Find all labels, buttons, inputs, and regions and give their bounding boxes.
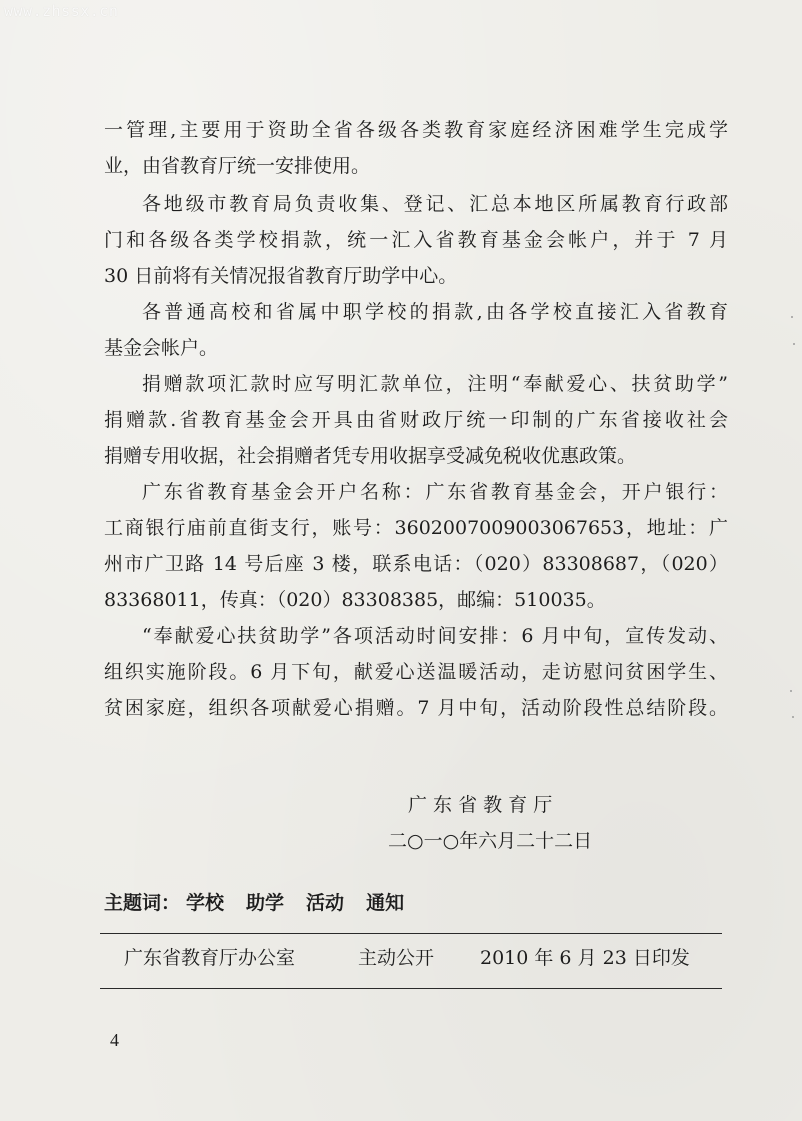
- body-line: 各普通高校和省属中职学校的捐款,由各学校直接汇入省教育: [142, 301, 728, 323]
- footer-rule-top: [100, 933, 722, 934]
- footer-rule-bottom: [100, 988, 722, 989]
- body-line: 门和各级各类学校捐款，统一汇入省教育基金会帐户，并于 7 月: [104, 229, 728, 251]
- body-line: 基金会帐户。: [104, 337, 219, 359]
- issue-date: 2010 年 6 月 23 日印发: [480, 947, 690, 969]
- body-line: 各地级市教育局负责收集、登记、汇总本地区所属教育行政部: [142, 193, 728, 215]
- body-line: 组织实施阶段。6 月下旬，献爱心送温暖活动，走访慰问贫困学生、: [104, 661, 728, 683]
- body-line: 捐赠款.省教育基金会开具由省财政厅统一印制的广东省接收社会: [104, 409, 728, 431]
- body-line: 捐赠专用收据，社会捐赠者凭专用收据享受减免税收优惠政策。: [104, 445, 637, 467]
- issuing-office: 广东省教育厅办公室: [124, 947, 296, 969]
- keyword: 活动: [306, 892, 345, 914]
- body-line: 83368011，传真：（020）83308385，邮编：510035。: [104, 589, 606, 611]
- body-line: 一管理,主要用于资助全省各级各类教育家庭经济困难学生完成学: [104, 119, 728, 141]
- body-line: 业，由省教育厅统一安排使用。: [104, 155, 371, 177]
- body-line: 30 日前将有关情况报省教育厅助学中心。: [104, 265, 458, 287]
- keyword: 学校: [186, 892, 225, 914]
- body-line: 广东省教育基金会开户名称：广东省教育基金会，开户银行：: [142, 481, 728, 503]
- disclosure-type: 主动公开: [358, 947, 435, 969]
- body-line: 捐赠款项汇款时应写明汇款单位，注明“奉献爱心、扶贫助学”: [142, 373, 728, 395]
- body-line: “奉献爱心扶贫助学”各项活动时间安排：6 月中旬，宣传发动、: [142, 625, 728, 647]
- body-line: 工商银行庙前直街支行，账号：3602007009003067653，地址：广: [104, 517, 728, 539]
- scan-speck: [790, 690, 792, 692]
- scan-speck: [793, 343, 795, 345]
- subject-keywords: [104, 890, 404, 916]
- scan-speck: [791, 316, 793, 318]
- signature-org: 广 东 省 教 育 厅: [408, 794, 553, 816]
- scan-speck: [792, 716, 794, 718]
- watermark: www.zhssx.cn: [4, 2, 119, 20]
- keywords-label: 主题词：: [104, 892, 181, 914]
- keyword: 助学: [246, 892, 285, 914]
- body-line: 州市广卫路 14 号后座 3 楼，联系电话：（020）83308687，（020）: [104, 553, 728, 575]
- keyword: 通知: [366, 892, 405, 914]
- signature-date: 二○一○年六月二十二日: [388, 830, 593, 852]
- page-number: 4: [110, 1030, 119, 1050]
- body-line: 贫困家庭，组织各项献爱心捐赠。7 月中旬，活动阶段性总结阶段。: [104, 697, 728, 719]
